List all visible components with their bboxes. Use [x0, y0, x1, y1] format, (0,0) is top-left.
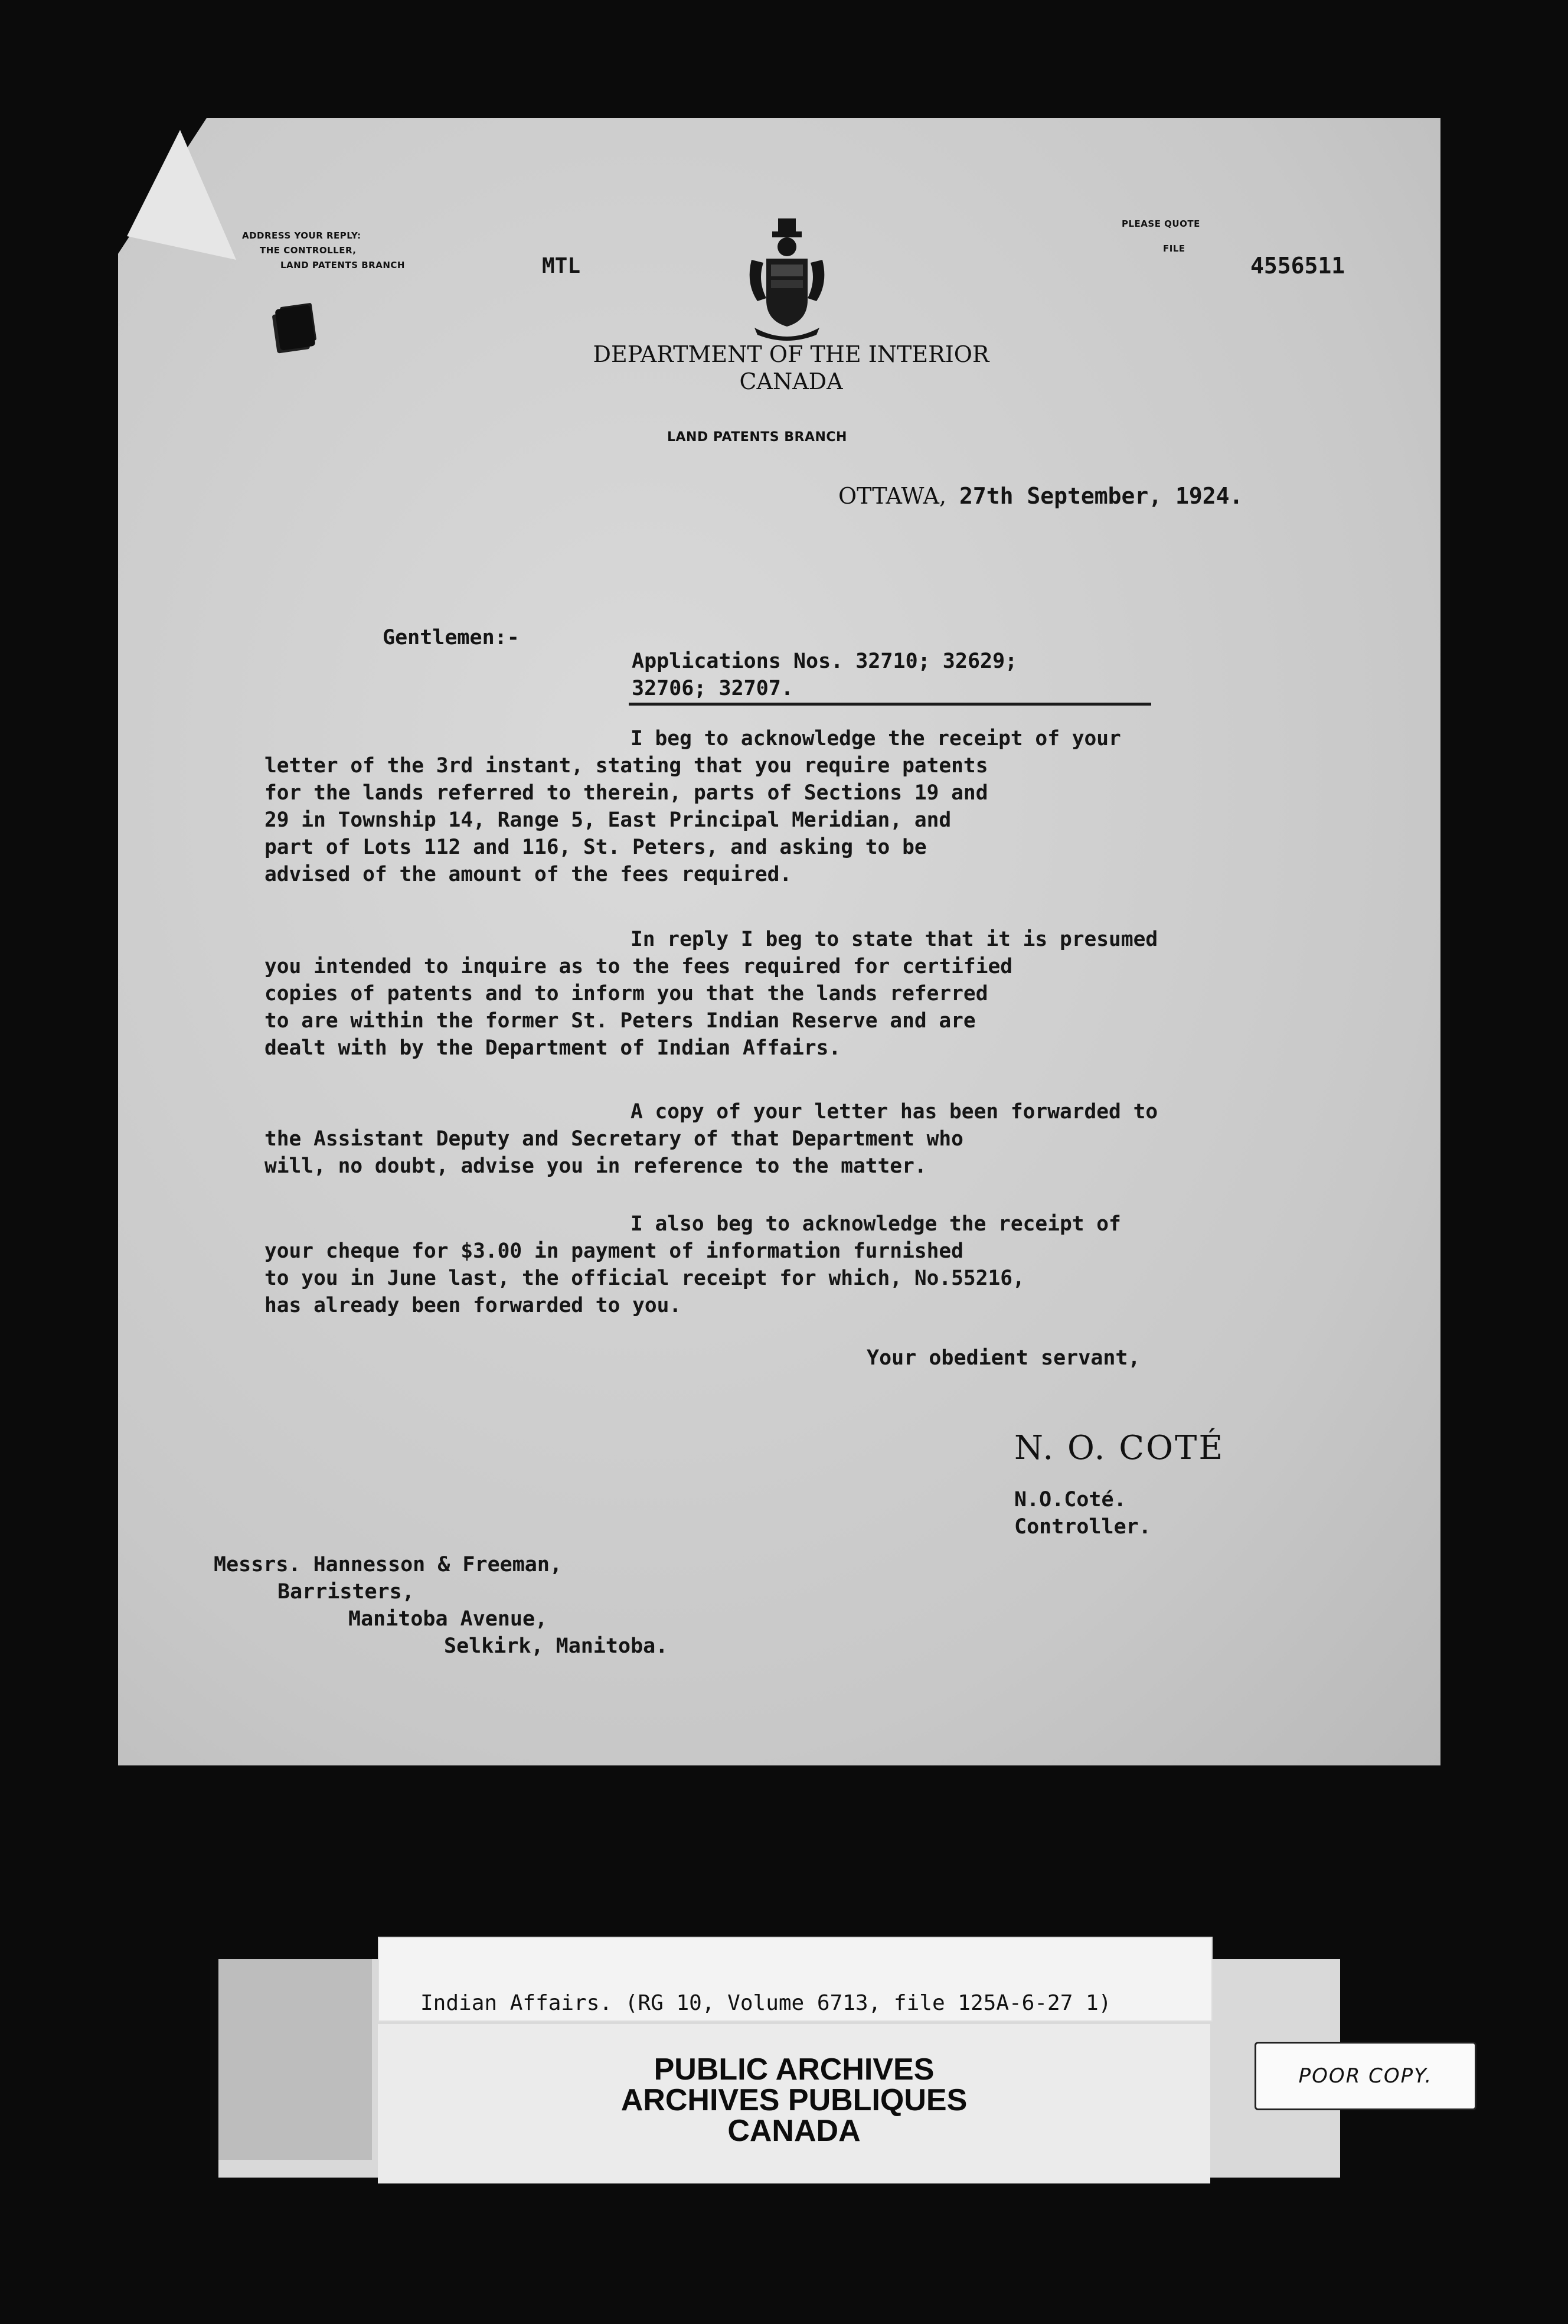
paragraph-1: I beg to acknowledge the receipt of your letter of the 3rd instant, stating that you require patents for the lands referred to therein, parts of Sections 19 and 29 in Township 14, Range 5, East Principal Meridian, and part of Lots 112 and 116, St. Peters, and asking to be advised of the amount of the fees required. [264, 727, 1121, 886]
archive-line-1: PUBLIC ARCHIVES [654, 2052, 935, 2087]
address-line-3: Manitoba Avenue, [348, 1607, 548, 1631]
signer-title: Controller. [1014, 1515, 1151, 1539]
reply-address-line-3: LAND PATENTS BRANCH [280, 260, 405, 270]
department-title: DEPARTMENT OF THE INTERIOR [593, 341, 989, 367]
please-quote-label: PLEASE QUOTE [1122, 218, 1200, 229]
file-number: 4556511 [1250, 253, 1345, 279]
archive-label-tab [218, 1959, 372, 2160]
poor-copy-tag: POOR COPY. [1255, 2042, 1476, 2110]
place: OTTAWA, [838, 483, 947, 509]
branch-name: LAND PATENTS BRANCH [667, 430, 847, 445]
paragraph-2: In reply I beg to state that it is presumed you intended to inquire as to the fees required for certified copies of patents and to inform you that the lands referred to are within the former St. Peters Indian Reserve and are dealt with by the Department of Indian Affairs. [264, 928, 1158, 1060]
address-line-4: Selkirk, Manitoba. [444, 1634, 668, 1658]
archive-reference: Indian Affairs. (RG 10, Volume 6713, file 125A-6-27 1) [420, 1991, 1112, 2015]
department-country: CANADA [739, 368, 843, 394]
letter-date: 27th September, 1924. [959, 483, 1243, 509]
file-label: FILE [1163, 243, 1185, 254]
subject-line-2: 32706; 32707. [632, 677, 793, 700]
subject-underline [629, 703, 1151, 706]
paragraph-3: A copy of your letter has been forwarded to the Assistant Deputy and Secretary of that Department who will, no doubt, advise you in reference to the matter. [264, 1100, 1158, 1178]
address-line-1: Messrs. Hannesson & Freeman, [214, 1553, 563, 1576]
address-line-2: Barristers, [277, 1580, 414, 1604]
reply-address-line-1: ADDRESS YOUR REPLY: [242, 230, 361, 241]
salutation: Gentlemen:- [383, 626, 520, 649]
file-code: MTL [542, 254, 581, 278]
archive-line-2: ARCHIVES PUBLIQUES [620, 2083, 968, 2117]
signer-name: N.O.Coté. [1014, 1488, 1126, 1512]
archive-line-3: CANADA [727, 2114, 861, 2148]
subject-line-1: Applications Nos. 32710; 32629; [632, 649, 1018, 673]
signature-stamp: N. O. COTÉ [1014, 1429, 1225, 1467]
reply-address-line-2: THE CONTROLLER, [260, 245, 357, 256]
coat-of-arms-icon [743, 218, 831, 342]
paragraph-4: I also beg to acknowledge the receipt of your cheque for $3.00 in payment of information furnished to you in June last, the official receipt for which, No.55216, has already been forwarded to you. [264, 1212, 1121, 1317]
closing: Your obedient servant, [867, 1346, 1141, 1370]
ink-blot [275, 305, 315, 351]
